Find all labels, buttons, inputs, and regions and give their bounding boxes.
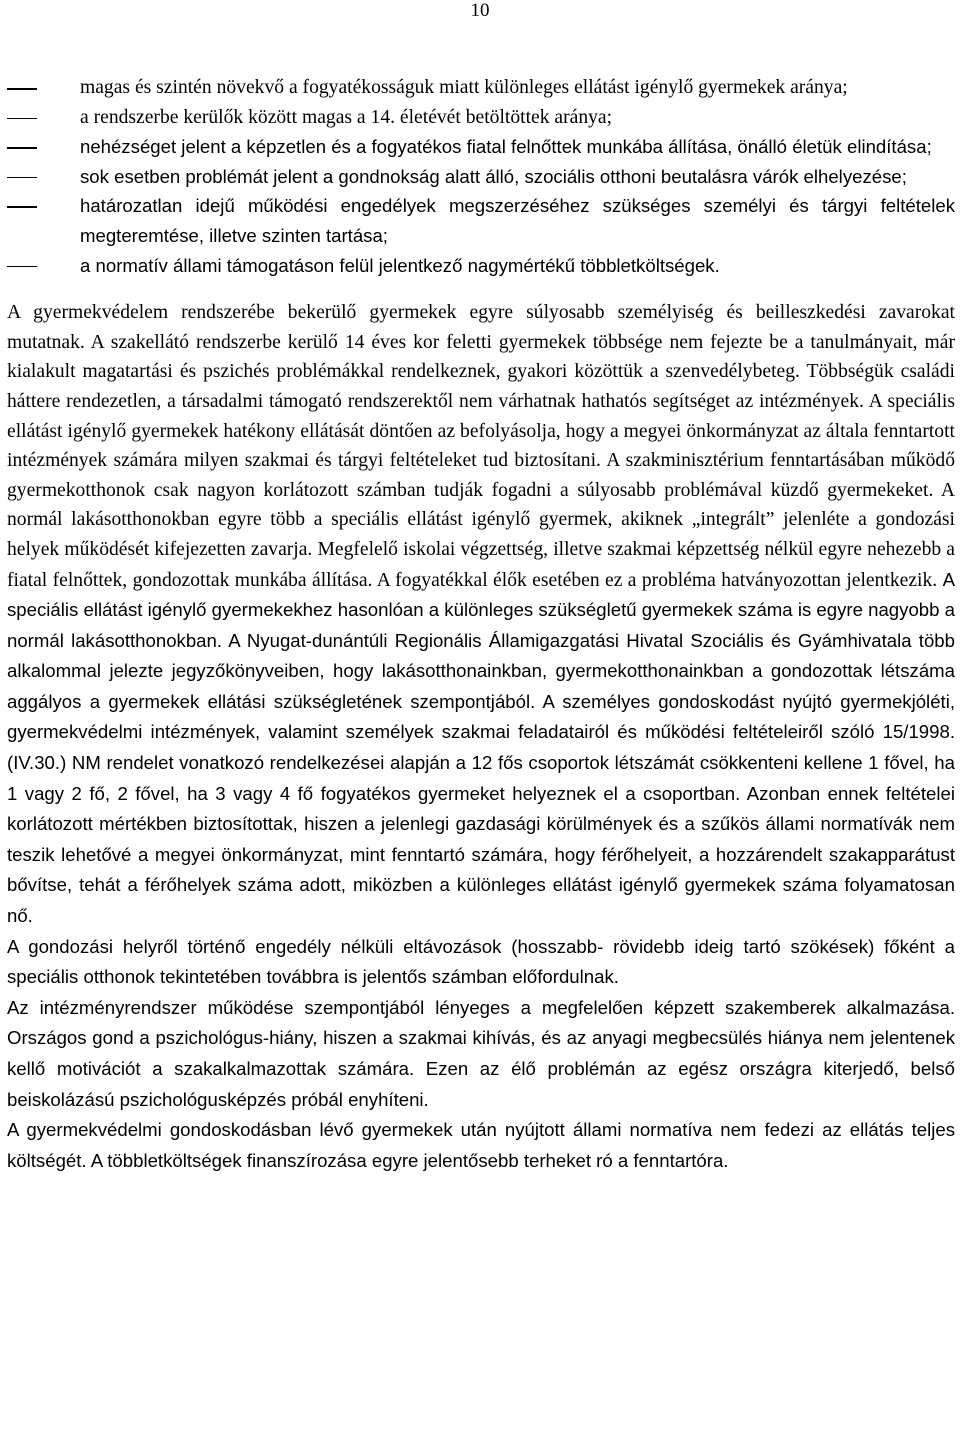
bullet-text: sok esetben problémát jelent a gondnokság alatt álló, szociális otthoni beutalásra várók elhelyezése; <box>80 165 907 187</box>
body-paragraph <box>7 1115 955 1176</box>
bullet-item <box>7 73 955 103</box>
document-body <box>7 73 955 1176</box>
bullet-item <box>7 103 955 133</box>
paragraph-text: A gyermekvédelem rendszerébe bekerülő gyermekek egyre súlyosabb személyiség és beilleszkedési zavarokat mutatnak. A szakellátó rendszerbe kerülő 14 éves kor feletti gyermekek többsége nem fejezte be a tanulmányait, már kialakult magatartási és pszichés problémákkal rendelkeznek, gyakori közöttük a szenvedélybeteg. Többségük családi háttere rendezetlen, a társadalmi támogató rendszerektől nem várhatnak hathatós segítséget az intézmények. A speciális ellátást igénylő gyermekek hatékony ellátását döntően az befolyásolja, hogy a megyei önkormányzat az általa fenntartott intézmények számára milyen szakmai és tárgyi feltételeket tud biztosítani. A szakminisztérium fenntartásában működő gyermekotthonok csak nagyon korlátozott számban tudják fogadni a súlyosabb problémával küzdő gyermekeket. A normál lakásotthonokban egyre több a speciális ellátást igénylő gyermek, akiknek „integrált” jelenléte a gondozási helyek működését kifejezetten zavarja. Megfelelő iskolai végzettség, illetve szakmai képzettség nélkül egyre nehezebb a fiatal felnőttek, gondozottak munkába állítása. A fogyatékkal élők esetében ez a probléma hatványozottan jelentkezik. <box>7 302 955 591</box>
paragraph-text: A speciális ellátást igénylő gyermekekhez hasonlóan a különleges szükségletű gyermekek száma is egyre nagyobb a normál lakásotthonokban. A Nyugat-dunántúli Regionális Államigazgatási Hivatal Szociális és Gyámhivatala több alkalommal jelezte jegyzőkönyveiben, hogy lakásotthonainkban, gyermekotthonainkban a gondozottak létszáma aggályos a gyermekek ellátási szükségletének szempontjából. A személyes gondoskodást nyújtó gyermekjóléti, gyermekvédelmi intézmények, valamint személyek szakmai feladatairól és működési feltételeiről szóló 15/1998. (IV.30.) NM rendelet vonatkozó rendelkezései alapján a 12 fős csoportok létszámát csökkenteni kellene 1 fővel, ha 1 vagy 2 fő, 2 fővel, ha 3 vagy 4 fő fogyatékos gyermeket helyeznek el a csoportban. Azonban ennek feltételei korlátozott mértékben biztosítottak, hiszen a jelenlegi gazdasági körülmények és a szűkös állami normatívák nem teszik lehetővé a megyei önkormányzat, mint fenntartó számára, hogy férőhelyeit, a hozzárendelt szakapparátust bővítse, tehát a férőhelyek száma adott, miközben a különleges ellátást igénylő gyermekek száma folyamatosan nő. <box>7 568 955 927</box>
body-paragraph <box>7 993 955 1115</box>
body-paragraph <box>7 298 955 931</box>
bullet-text: nehézséget jelent a képzetlen és a fogyatékos fiatal felnőttek munkába állítása, önálló életük elindítása; <box>80 136 932 158</box>
bullet-item <box>7 191 955 250</box>
page-number: 10 <box>470 0 490 21</box>
bullet-item <box>7 132 955 162</box>
paragraph-text: Az intézményrendszer működése szempontjából lényeges a megfelelően képzett szakemberek alkalmazása. Országos gond a pszichológus-hiány, hiszen a szakmai kihívás, és az anyagi megbecsülés hiánya nem jelentenek kellő motivációt a szakalkalmazottak számára. Ezen az élő problémán az egész országra kiterjedő, belső beiskolázású pszichológusképzés próbál enyhíteni. <box>7 996 955 1110</box>
bullet-item <box>7 251 955 281</box>
paragraph-text: A gyermekvédelmi gondoskodásban lévő gyermekek után nyújtott állami normatíva nem fedezi az ellátás teljes költségét. A többletköltségek finanszírozása egyre jelentősebb terheket ró a fenntartóra. <box>7 1119 955 1171</box>
bullet-list <box>7 73 955 280</box>
paragraph-text: A gondozási helyről történő engedély nélküli eltávozások (hosszabb- rövidebb ideig tartó szökések) főként a speciális otthonok tekintetében továbbra is jelentős számban előfordulnak. <box>7 935 955 988</box>
bullet-item <box>7 162 955 192</box>
bullet-text: a normatív állami támogatáson felül jelentkező nagymértékű többletköltségek. <box>80 254 720 276</box>
body-paragraph <box>7 932 955 993</box>
bullet-text: határozatlan idejű működési engedélyek megszerzéséhez szükséges személyi és tárgyi feltételek megteremtése, illetve szinten tartása; <box>80 195 955 246</box>
bullet-text: magas és szintén növekvő a fogyatékosságuk miatt különleges ellátást igénylő gyermekek aránya; <box>80 77 848 98</box>
bullet-text: a rendszerbe kerülők között magas a 14. életévét betöltöttek aránya; <box>80 106 613 128</box>
